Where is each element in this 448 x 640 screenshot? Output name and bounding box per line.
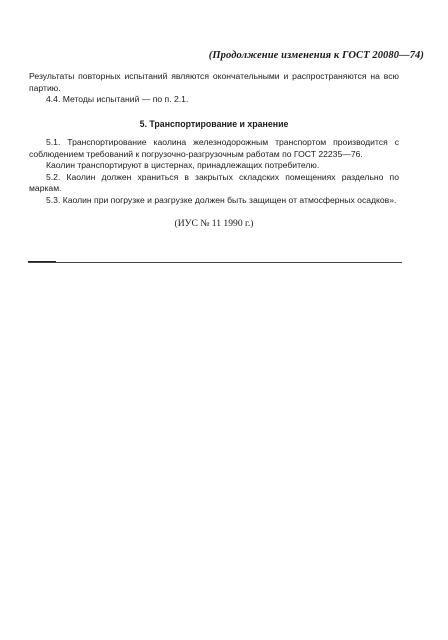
paragraph-5-3: 5.3. Каолин при погрузке и разгрузке должен быть защищен от атмосферных осадков». — [46, 194, 397, 205]
divider-line — [28, 262, 402, 263]
ius-reference: (ИУС № 11 1990 г.) — [174, 218, 254, 229]
paragraph-5-2: 5.2. Каолин должен храниться в закрытых складских помещениях раздельно по маркам. — [29, 171, 399, 193]
paragraph-5-1: 5.1. Транспортирование каолина железнодорожным транспортом производится с соблюдением требований к погрузочно-разгрузочным работам по ГОСТ 22235—76. — [29, 137, 399, 159]
paragraph-test-methods: 4.4. Методы испытаний — по п. 2.1. — [46, 94, 189, 104]
continuation-header: (Продолжение изменения к ГОСТ 20080—74) — [208, 50, 424, 61]
section-title: 5. Транспортирование и хранение — [139, 118, 289, 129]
paragraph-cisterns: Каолин транспортируют в цистернах, принадлежащих потребителю. — [46, 160, 320, 170]
document-body — [29, 71, 399, 230]
paragraph-results: Результаты повторных испытаний являются окончательными и распространяются на всю партию. — [29, 71, 399, 93]
